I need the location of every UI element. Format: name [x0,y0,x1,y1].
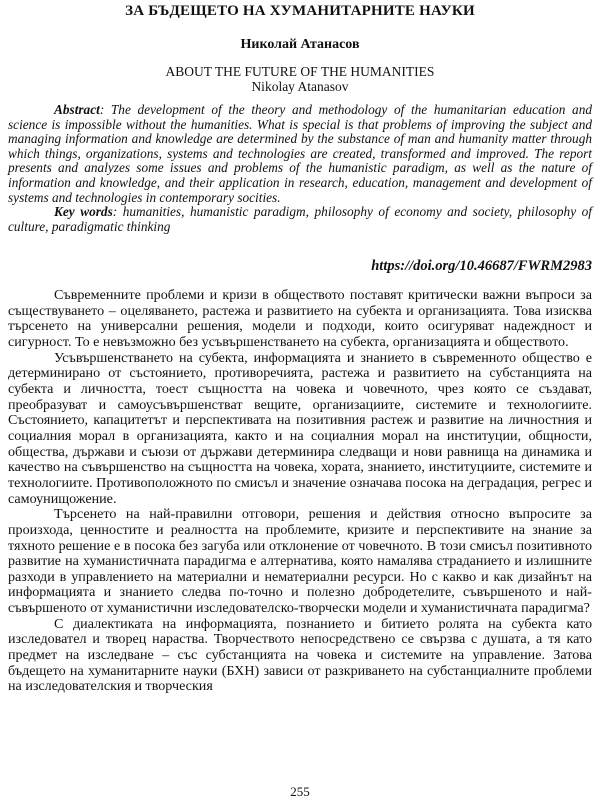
abstract-paragraph [8,103,592,205]
keywords-text: : humanities, humanistic paradigm, philosophy of economy and society, philosophy of culture, paradigmatic thinking [8,204,592,234]
author-name-bg: Николай Атанасов [240,37,360,52]
abstract-block [8,103,592,234]
body-paragraph [8,507,592,617]
keywords-label: Key words [54,204,113,220]
abstract-label: Abstract [54,102,100,117]
abstract-text: : The development of the theory and methodology of the humanitarian education and science is impossible without the humanities. What is special is that problems of improving the subject and managing information and knowledge are determined by the substance of man and humanity matter through which things, organizations, systems and technologies are created, transformed and improved. The report presents and analyzes some issues and problems of the humanistic paradigm, as well as the nature of information and knowledge, and their application in research, education, management and development of systems and technologies in contemporary socities. [8,102,592,205]
paragraph-text: Търсенето на най-правилни отговори, решения и действия относно въпросите за произхода, ценностите и реалността на проблемите, кризите и перспективите на знание за тяхното решение е в посока без загуба или отклонение от човечното. В този смисъл позитивното развитие на хуманистичната парадигма е алтернатива, която намалява страданието и излишните разходи в управлението на материални и нематериални ресурси. Но с какво и как дизайнът на информацията и знанието следва по-точно и полезно добродетелите, съвършеното и най-съвършеното от хуманистични изследователско-творчески модели и хуманистичната парадигма? [8,506,592,617]
keywords-paragraph [8,205,592,234]
doi-link[interactable]: https://doi.org/10.46687/FWRM2983 [371,258,592,274]
author-name-en: Nikolay Atanasov [251,79,349,94]
body-paragraph [8,288,592,351]
paragraph-text: Съвременните проблеми и кризи в обществото поставят критически важни въпроси за съществуването – оцеляването, растежа и развитието на субекта и организацията. Това изисква търсенето на универсални решения, модели и подходи, които осигуряват надеждност и сигурност. То е невъзможно без усъвършенстването на субекта, организацията и обществото. [8,287,592,350]
paragraph-text: Усъвършенстването на субекта, информацията и знанието в съвременното общество е детерминирано от състоянието, противоречията, растежа и развитието на субстанцията на субекта и личността, тоест същността на човека и човечното, чрез която се създават, преобразуват и самоусъвършенстват вещите, организациите, системите и технологиите. Състоянието, капацитетът и перспективата на позитивния растеж и развитие на личностния и социалния морал в организацията, както и на социалния морал на институции, общности, общества, държави и съюзи от държави детерминира следващи и нови равнища на динамика и качество на съвършенство на същността на човека, хората, знанието, институциите, системите и технологиите. Противоположното по смисъл и значение означава посока на деградация, регрес и самоунищожение. [8,349,592,507]
paper-title-en: ABOUT THE FUTURE OF THE HUMANITIES [165,64,435,79]
body-paragraph [8,617,592,695]
body-text [8,288,592,695]
paragraph-text: С диалектиката на информацията, познанието и битието ролята на субекта като изследовател и творец нараства. Творчеството непосредствено се свързва с душата, а тя като предмет на изследване – със субстанцията на човека и системите на управление. Затова бъдещето на хуманитарните науки (БХН) зависи от разкриването на субстанциалните проблеми на изследователския и творческия [8,615,592,695]
body-paragraph [8,351,592,508]
paper-title-bg: ЗА БЪДЕЩЕТО НА ХУМАНИТАРНИТЕ НАУКИ [125,3,475,19]
page-number: 255 [290,784,310,799]
